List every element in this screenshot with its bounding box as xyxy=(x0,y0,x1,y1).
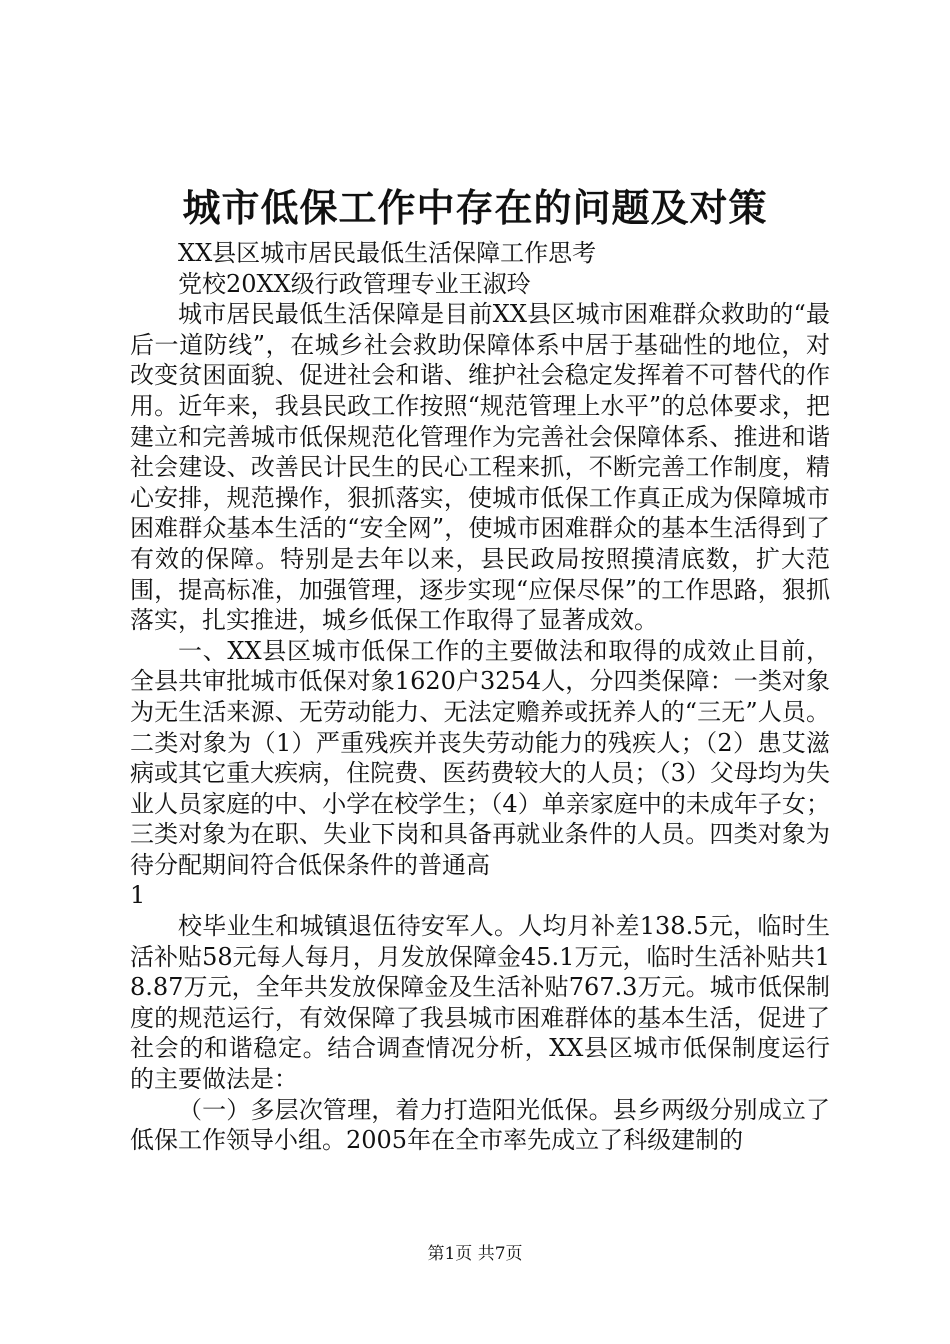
paragraph-continued: 校毕业生和城镇退伍待安军人。人均月补差138.5元，临时生活补贴58元每人每月，月发放保障金45.1万元，临时生活补贴共18.87万元，全年共发放保障金及生活补贴767.3万元。城市低保制度的规范运行，有效保障了我县城市困难群体的基本生活，促进了社会的和谐稳定。结合调查情况分析，XX县区城市低保制度运行的主要做法是： xyxy=(130,912,830,1094)
paragraph-subsection-one: （一）多层次管理，着力打造阳光低保。县乡两级分别成立了低保工作领导小组。2005年在全市率先成立了科级建制的 xyxy=(130,1095,830,1155)
document-body xyxy=(130,238,830,1156)
inline-page-number: 1 xyxy=(130,881,146,910)
paragraph-section-one: 一、XX县区城市低保工作的主要做法和取得的成效止目前，全县共审批城市低保对象1620户3254人，分四类保障：一类对象为无生活来源、无劳动能力、无法定赡养或抚养人的“三无”人员。二类对象为（1）严重残疾并丧失劳动能力的残疾人；（2）患艾滋病或其它重大疾病，住院费、医药费较大的人员；（3）父母均为失业人员家庭的中、小学在校学生；（4）单亲家庭中的未成年子女；三类对象为在职、失业下岗和具备再就业条件的人员。四类对象为待分配期间符合低保条件的普通高 xyxy=(130,636,830,879)
author-line: 党校20XX级行政管理专业王淑玲 xyxy=(178,269,531,298)
page-footer: 第1页 共7页 xyxy=(427,1244,523,1264)
subtitle: XX县区城市居民最低生活保障工作思考 xyxy=(178,239,597,267)
document-title: 城市低保工作中存在的问题及对策 xyxy=(182,186,768,230)
paragraph-intro: 城市居民最低生活保障是目前XX县区城市困难群众救助的“最后一道防线”，在城乡社会救助保障体系中居于基础性的地位，对改变贫困面貌、促进社会和谐、维护社会稳定发挥着不可替代的作用。近年来，我县民政工作按照“规范管理上水平”的总体要求，把建立和完善城市低保规范化管理作为完善社会保障体系、推进和谐社会建设、改善民计民生的民心工程来抓，不断完善工作制度，精心安排，规范操作，狠抓落实，使城市低保工作真正成为保障城市困难群众基本生活的“安全网”，使城市困难群众的基本生活得到了有效的保障。特别是去年以来，县民政局按照摸清底数，扩大范围，提高标准，加强管理，逐步实现“应保尽保”的工作思路，狠抓落实，扎实推进，城乡低保工作取得了显著成效。 xyxy=(130,300,830,635)
